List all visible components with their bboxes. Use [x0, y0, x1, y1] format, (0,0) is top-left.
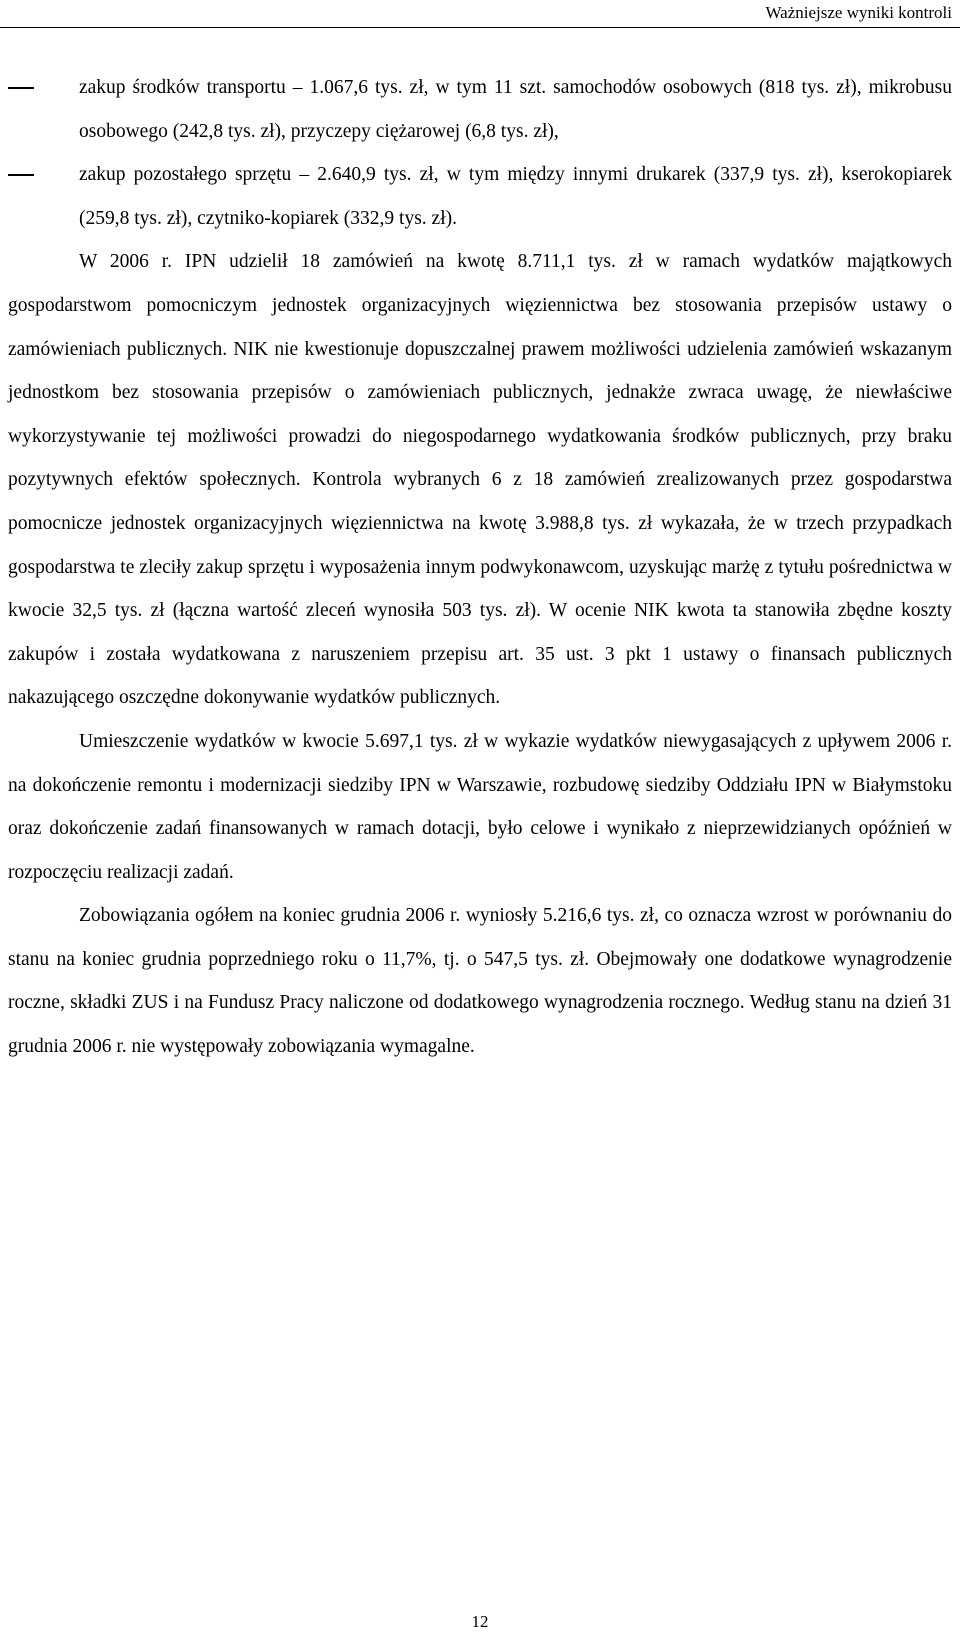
dash-bullet-icon — [8, 174, 34, 176]
paragraph-liabilities: Zobowiązania ogółem na koniec grudnia 2006 r. wyniosły 5.216,6 tys. zł, co oznacza wzrost w porównaniu do stanu na koniec grudnia poprzedniego roku o 11,7%, tj. o 547,5 tys. zł. Obejmowały one dodatkowe wynagrodzenie roczne, składki ZUS i na Fundusz Pracy naliczone od dodatkowego wynagrodzenia rocznego. Według stanu na dzień 31 grudnia 2006 r. nie występowały zobowiązania wymagalne. — [8, 905, 952, 1058]
list-item-text: zakup pozostałego sprzętu – 2.640,9 tys. zł, w tym między innymi drukarek (337,9 tys. zł), kserokopiarek (259,8 tys. zł), czytniko-kopiarek (332,9 tys. zł). — [79, 164, 952, 229]
document-body — [8, 66, 952, 1069]
list-item — [8, 153, 952, 240]
dash-bullet-icon — [8, 87, 34, 89]
paragraph-unexpired-expenses: Umieszczenie wydatków w kwocie 5.697,1 tys. zł w wykazie wydatków niewygasających z upływem 2006 r. na dokończenie remontu i modernizacji siedziby IPN w Warszawie, rozbudowę siedziby Oddziału IPN w Białymstoku oraz dokończenie zadań finansowanych w ramach dotacji, było celowe i wynikało z nieprzewidzianych opóźnień w rozpoczęciu realizacji zadań. — [8, 730, 952, 883]
paragraph-ipn-orders: W 2006 r. IPN udzielił 18 zamówień na kwotę 8.711,1 tys. zł w ramach wydatków majątkowych gospodarstwom pomocniczym jednostek organizacyjnych więziennictwa bez stosowania przepisów ustawy o zamówieniach publicznych. NIK nie kwestionuje dopuszczalnej prawem możliwości udzielenia zamówień wskazanym jednostkom bez stosowania przepisów o zamówieniach publicznych, jednakże zwraca uwagę, że niewłaściwe wykorzystywanie tej możliwości prowadzi do niegospodarnego wydatkowania środków publicznych, przy braku pozytywnych efektów społecznych. Kontrola wybranych 6 z 18 zamówień zrealizowanych przez gospodarstwa pomocnicze jednostek organizacyjnych więziennictwa na kwotę 3.988,8 tys. zł wykazała, że w trzech przypadkach gospodarstwa te zleciły zakup sprzętu i wyposażenia innym podwykonawcom, uzyskując marżę z tytułu pośrednictwa w kwocie 32,5 tys. zł (łączna wartość zleceń wynosiła 503 tys. zł). W ocenie NIK kwota ta stanowiła zbędne koszty zakupów i została wydatkowana z naruszeniem przepisu art. 35 ust. 3 pkt 1 ustawy o finansach publicznych nakazującego oszczędne dokonywanie wydatków publicznych. — [8, 251, 952, 709]
page-header — [0, 0, 960, 28]
page-number: 12 — [471, 1612, 489, 1631]
list-item — [8, 66, 952, 153]
list-item-text: zakup środków transportu – 1.067,6 tys. zł, w tym 11 szt. samochodów osobowych (818 tys. zł), mikrobusu osobowego (242,8 tys. zł), przyczepy ciężarowej (6,8 tys. zł), — [79, 77, 952, 142]
running-header-title: Ważniejsze wyniki kontroli — [765, 3, 952, 22]
